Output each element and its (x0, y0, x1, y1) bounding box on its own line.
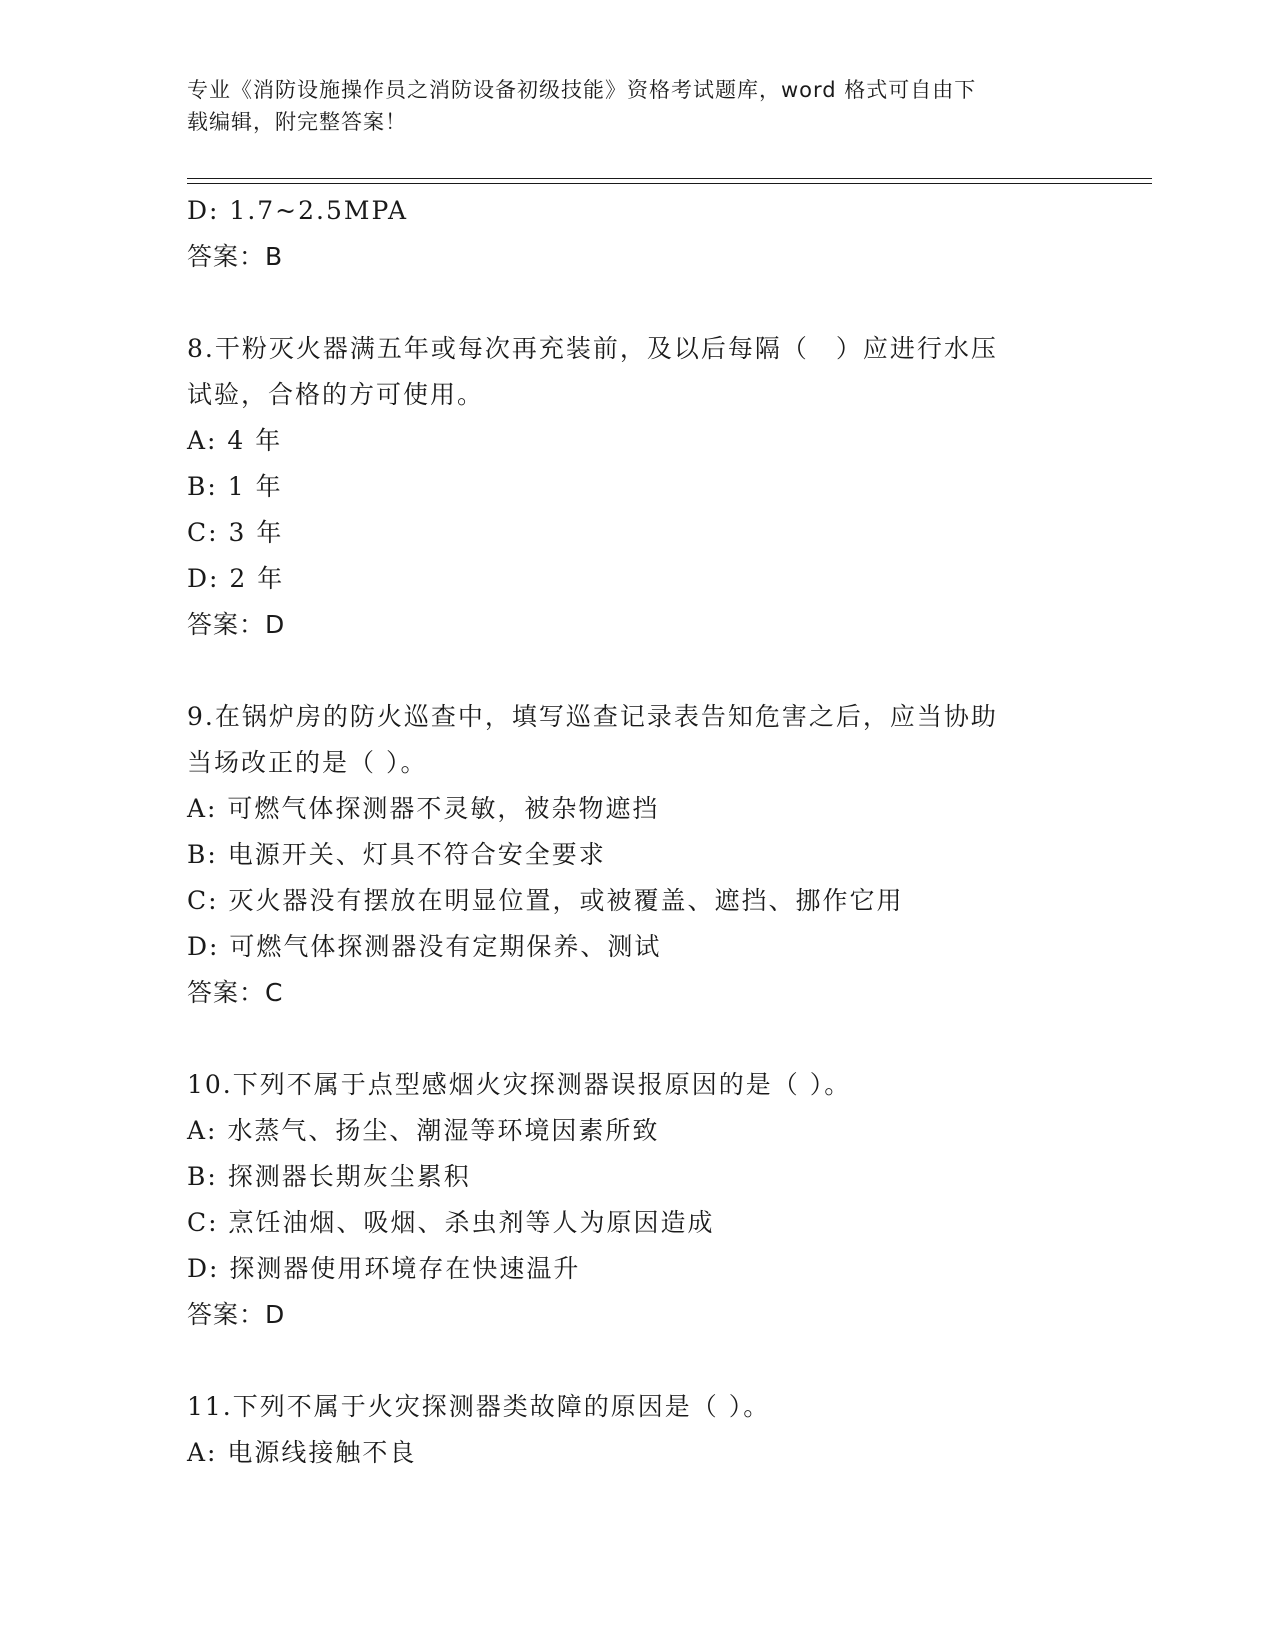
question-stem-continued: 当场改正的是（ ）。 (187, 748, 428, 777)
option-a: A: 水蒸气、扬尘、潮湿等环境因素所致 (187, 1116, 660, 1145)
question-stem: 8.干粉灭火器满五年或每次再充装前，及以后每隔（ ）应进行水压 (187, 334, 998, 363)
question-stem: 10.下列不属于点型感烟火灾探测器误报原因的是（ ）。 (187, 1070, 852, 1099)
option-d: D: 1.7~2.5MPA (187, 196, 409, 225)
option-d: D: 2 年 (187, 564, 285, 593)
option-b: B: 1 年 (187, 472, 283, 501)
question-stem: 11.下列不属于火灾探测器类故障的原因是（ ）。 (187, 1392, 771, 1421)
question-8 (187, 326, 1087, 648)
option-a: A: 可燃气体探测器不灵敏，被杂物遮挡 (187, 794, 660, 823)
answer: 答案：B (187, 242, 284, 271)
question-stem: 9.在锅炉房的防火巡查中，填写巡查记录表告知危害之后，应当协助 (187, 702, 998, 731)
document-header (187, 74, 1067, 138)
header-line-1: 专业《消防设施操作员之消防设备初级技能》资格考试题库，word 格式可自由下 (187, 78, 977, 102)
option-c: C: 烹饪油烟、吸烟、杀虫剂等人为原因造成 (187, 1208, 715, 1237)
question-9 (187, 694, 1087, 1016)
question-list (187, 188, 1087, 1476)
option-d: D: 可燃气体探测器没有定期保养、测试 (187, 932, 662, 961)
option-c: C: 3 年 (187, 518, 284, 547)
header-divider-top (187, 178, 1152, 179)
option-b: B: 电源开关、灯具不符合安全要求 (187, 840, 606, 869)
question-10 (187, 1062, 1087, 1338)
answer: 答案：D (187, 1300, 286, 1329)
option-b: B: 探测器长期灰尘累积 (187, 1162, 471, 1191)
answer: 答案：D (187, 610, 286, 639)
answer: 答案：C (187, 978, 284, 1007)
header-divider-bottom (187, 183, 1152, 184)
option-c: C: 灭火器没有摆放在明显位置，或被覆盖、遮挡、挪作它用 (187, 886, 904, 915)
header-line-2: 载编辑，附完整答案！ (187, 110, 407, 134)
option-a: A: 电源线接触不良 (187, 1438, 417, 1467)
question-stem-continued: 试验，合格的方可使用。 (187, 380, 485, 409)
option-d: D: 探测器使用环境存在快速温升 (187, 1254, 581, 1283)
question-11 (187, 1384, 1087, 1476)
option-a: A: 4 年 (187, 426, 283, 455)
